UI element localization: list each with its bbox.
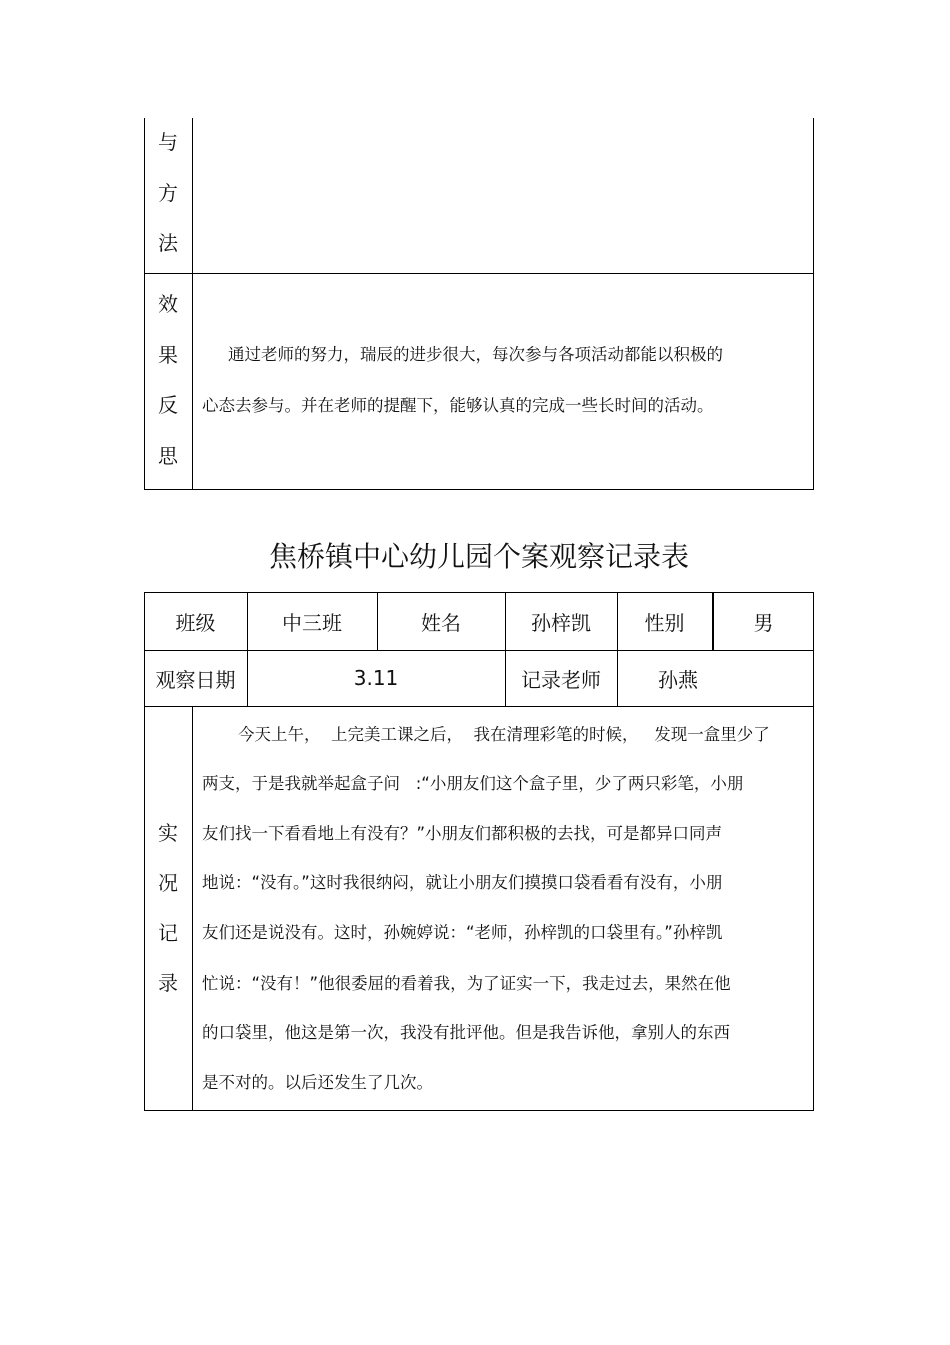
reflection-text-line: 通过老师的努力，瑞辰的进步很大，每次参与各项活动都能以积极的 [228, 345, 723, 364]
record-text-line: 友们还是说没有。这时，孙婉婷说：“老师，孙梓凯的口袋里有。”孙梓凯 [202, 923, 723, 942]
gender-value: 男 [753, 610, 774, 635]
form-border-bottom [144, 1110, 814, 1111]
table-row-divider [144, 273, 814, 274]
reflection-label-char: 效 [158, 292, 178, 316]
name-label: 姓名 [421, 610, 461, 635]
method-label-char: 法 [158, 231, 178, 255]
record-text-line: 地说：“没有。”这时我很纳闷，就让小朋友们摸摸口袋看看有没有，小朋 [202, 873, 723, 892]
form-border-right [813, 592, 814, 1111]
table-border-right [813, 118, 814, 490]
record-label-char: 实 [158, 821, 178, 845]
reflection-label-char: 反 [158, 393, 178, 417]
record-text-line: 的口袋里，他这是第一次，我没有批评他。但是我告诉他，拿别人的东西 [202, 1023, 730, 1042]
gender-label: 性别 [644, 610, 685, 635]
class-label: 班级 [175, 610, 216, 635]
teacher-label: 记录老师 [521, 667, 601, 692]
teacher-value: 孙燕 [658, 667, 698, 692]
table-divider [192, 118, 193, 490]
method-label-char: 与 [158, 130, 178, 154]
cell-divider [192, 706, 193, 1111]
record-label-char: 况 [158, 871, 178, 895]
table-border-bottom [144, 489, 814, 490]
reflection-label-char: 思 [158, 444, 178, 468]
record-text-line: 忙说：“没有！”他很委屈的看着我，为了证实一下，我走过去，果然在他 [202, 974, 731, 993]
reflection-text-line: 心态去参与。并在老师的提醒下，能够认真的完成一些长时间的活动。 [202, 396, 714, 415]
method-label-char: 方 [158, 181, 178, 205]
date-label: 观察日期 [155, 667, 236, 692]
date-value: 3.11 [353, 666, 399, 690]
form-title: 焦桥镇中心幼儿园个案观察记录表 [268, 540, 689, 573]
name-value: 孙梓凯 [531, 610, 591, 635]
record-text-line: 两支，于是我就举起盒子问 :“小朋友们这个盒子里，少了两只彩笔，小朋 [202, 774, 744, 793]
record-text-line: 是不对的。以后还发生了几次。 [202, 1073, 433, 1092]
reflection-label-char: 果 [158, 343, 178, 367]
form-row-divider [144, 706, 814, 707]
class-value: 中三班 [282, 610, 342, 635]
record-label-char: 记 [158, 921, 178, 945]
record-text-line: 今天上午， 上完美工课之后， 我在清理彩笔的时候， 发现一盒里少了 [238, 725, 770, 744]
record-label-char: 录 [158, 971, 178, 995]
record-text-line: 友们找一下看看地上有没有？”小朋友们都积极的去找，可是都异口同声 [202, 824, 723, 843]
